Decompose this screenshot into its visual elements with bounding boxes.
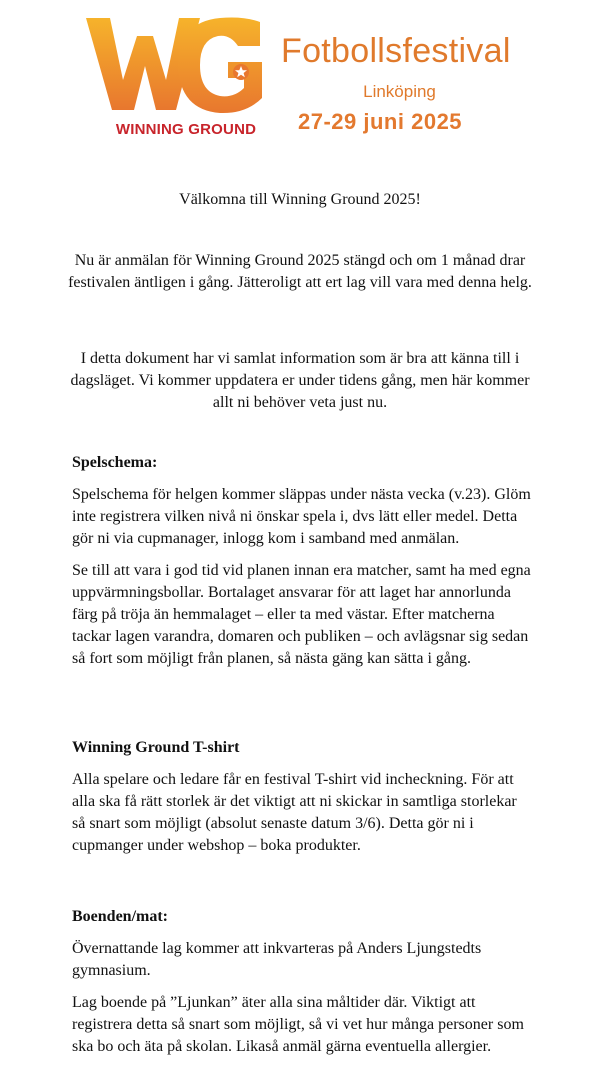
- festival-title: Fotbollsfestival: [281, 32, 511, 70]
- intro-paragraph-1: Nu är anmälan för Winning Ground 2025 stängd och om 1 månad drar festivalen äntligen i gång. Jätteroligt att ert lag vill vara med denna helg.: [68, 252, 532, 291]
- section-heading: Spelschema:: [72, 454, 158, 471]
- welcome-heading: Välkomna till Winning Ground 2025!: [179, 191, 421, 208]
- festival-city: Linköping: [363, 82, 436, 101]
- section-paragraph: Se till att vara i god tid vid planen innan era matcher, samt ha med egna uppvärmningsbollar. Bortalaget ansvarar för att laget har annorlunda färg på tröja än hemmalaget – eller ta med västar. Efter matcherna tackar lagen varandra, domaren och publiken – och avlägsnar sig sedan så fort som möjligt från planen, så nästa gäng kan sätta i gång.: [72, 562, 531, 667]
- section-paragraph: Spelschema för helgen kommer släppas under nästa vecka (v.23). Glöm inte registrera vilken nivå ni önskar spela i, dvs lätt eller medel. Detta gör ni via cupmanager, inlogg kom i samband med anmälan.: [72, 486, 531, 547]
- section-heading: Winning Ground T-shirt: [72, 739, 240, 756]
- brand-name: WINNING GROUND: [115, 121, 257, 138]
- section-boenden-mat: [72, 906, 532, 1068]
- section-tshirt: [72, 737, 532, 867]
- festival-dates: 27-29 juni 2025: [298, 109, 463, 134]
- section-spelschema: [72, 452, 532, 680]
- section-paragraph: Lag boende på ”Ljunkan” äter alla sina måltider där. Viktigt att registrera detta så snart som möjligt, så vi vet hur många personer som ska bo och äta på skolan. Likaså anmäl gärna eventuella allergier.: [72, 994, 524, 1055]
- section-heading: Boenden/mat:: [72, 908, 168, 925]
- section-paragraph: Övernattande lag kommer att inkvarteras på Anders Ljungstedts gymnasium.: [72, 940, 482, 979]
- section-paragraph: Alla spelare och ledare får en festival T-shirt vid incheckning. För att alla ska få rätt storlek är det viktigt att ni skickar in samtliga storlekar så snart som möjligt (absolut senaste datum 3/6). Detta gör ni i cupmanger under webshop – boka produkter.: [72, 771, 517, 854]
- wg-logo-mark-icon: [60, 10, 270, 122]
- festival-logo: [60, 10, 520, 150]
- intro-paragraph-2: I detta dokument har vi samlat information som är bra att känna till i dagsläget. Vi kommer uppdatera er under tidens gång, men här kommer allt ni behöver veta just nu.: [70, 350, 530, 411]
